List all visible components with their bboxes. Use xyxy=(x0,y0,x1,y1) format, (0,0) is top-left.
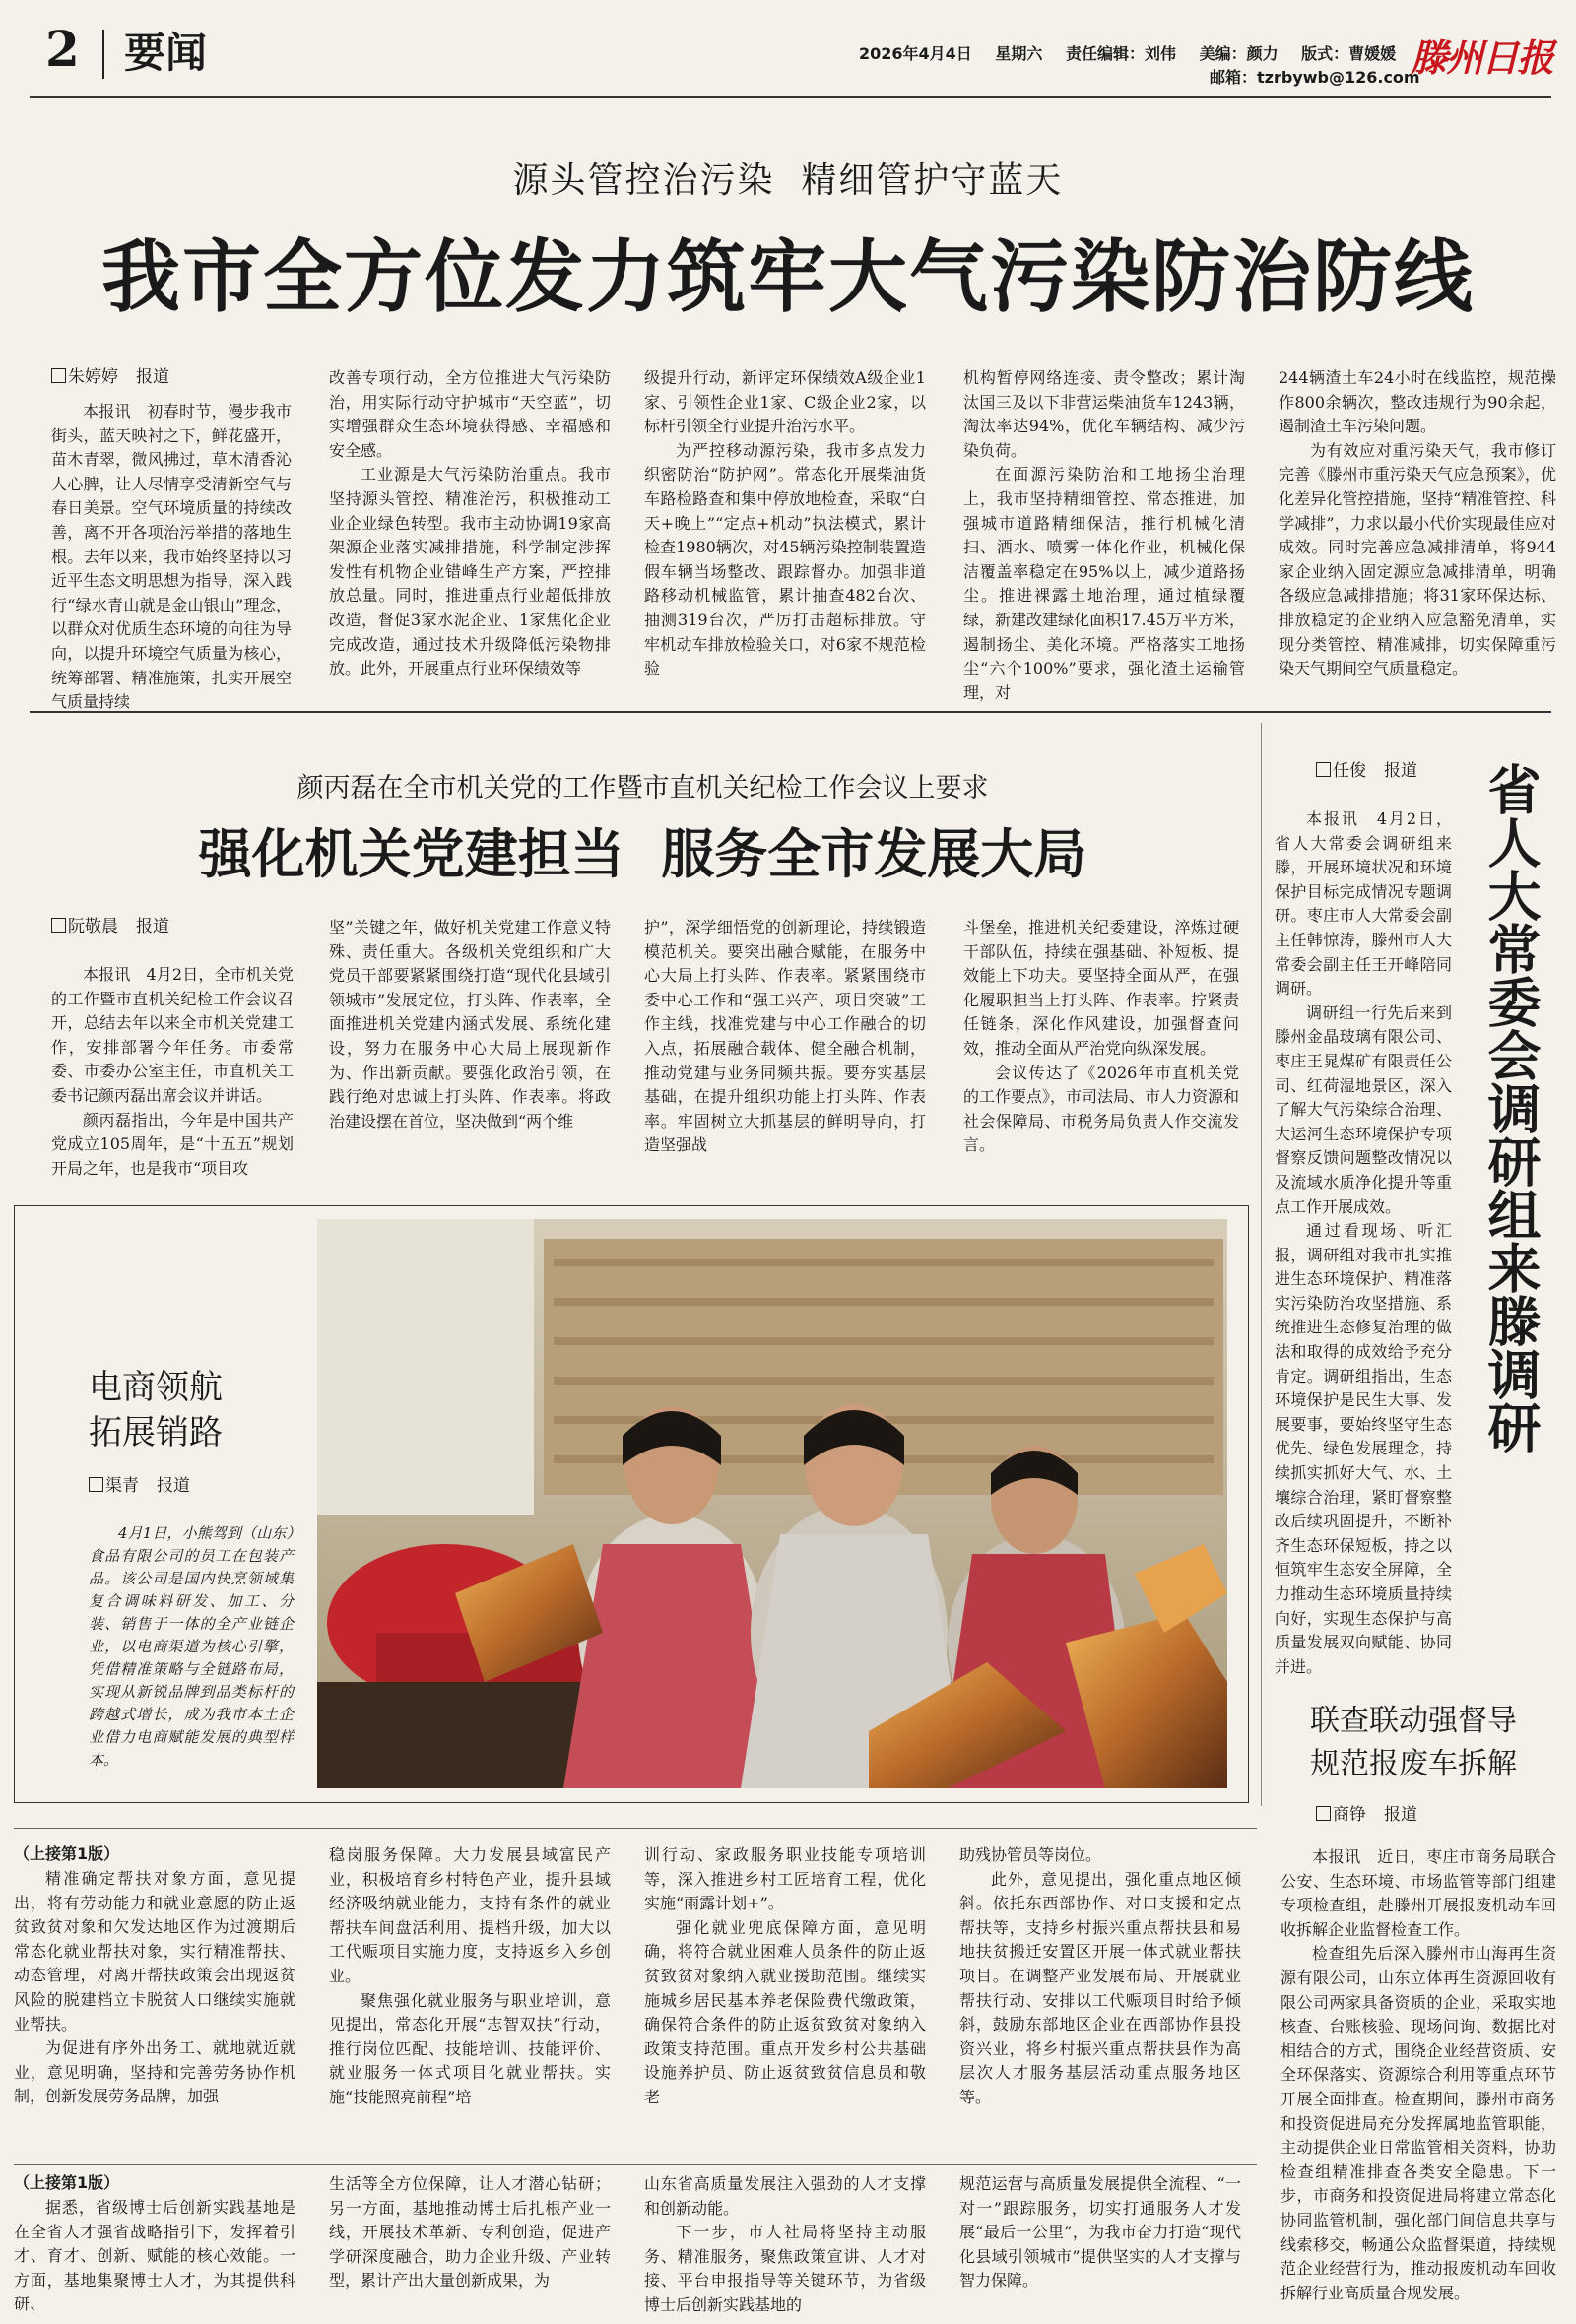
cont1-paragraph: 助残协管员等岗位。 xyxy=(959,1845,1102,1864)
responsible-editor: 责任编辑：刘伟 xyxy=(1065,44,1176,63)
section-title: 要闻 xyxy=(124,29,208,77)
npc-paragraph: 本报讯 4月2日，省人大常委会调研组来滕，开展环境状况和环境保护目标完成情况专题调研。枣庄市人大常委会副主任韩惊涛，滕州市人大常委会副主任王开峰陪同调研。 xyxy=(1275,809,1452,999)
continuation-tag: （上接第1版） xyxy=(14,1844,120,1863)
reporter-name: 任俊 xyxy=(1333,761,1366,781)
scrap-body xyxy=(1280,1845,1556,2316)
continuation-rule xyxy=(14,1828,1257,1829)
party-paragraph: 斗堡垒，推进机关纪委建设，淬炼过硬干部队伍，持续在强基础、补短板、提效能上下功夫。要坚持全面从严，在强化履职担当上打头阵、作表率。拧紧责任链条，深化作风建设，加强督查问效，推动全面从严治党向纵深发展。 xyxy=(963,918,1239,1058)
lead-headline: 我市全方位发力筑牢大气污染防治防线 xyxy=(101,231,1475,323)
reporter-name: 阮敬晨 xyxy=(68,917,118,936)
lead-col-1 xyxy=(51,400,292,712)
scrap-title: 联查联动强督导 规范报废车拆解 xyxy=(1310,1704,1517,1781)
cont1-paragraph: 为促进有序外出务工、就地就近就业，意见明确，坚持和完善劳务协作机制，创新发展劳务品牌，加强 xyxy=(14,2038,296,2106)
cont2-col-2 xyxy=(329,2172,611,2318)
section-rule xyxy=(30,711,1551,713)
npc-left-rule xyxy=(1261,723,1262,1806)
cont1-col-3 xyxy=(644,1843,926,2159)
lead-col-5 xyxy=(1279,366,1556,695)
scrap-byline: 商铮 报道 xyxy=(1316,1804,1417,1826)
cont1-col-1 xyxy=(14,1867,296,2159)
photo-caption: 4月1日，小熊驾到（山东）食品有限公司的员工在包装产品。该公司是国内快烹领域集复合调味料研发、加工、分装、销售于一体的全产业链企业，以电商渠道为核心引擎，凭借精准策略与全链路布局，实现从新锐品牌到品类标杆的跨越式增长，成为我市本土企业借力电商赋能发展的典型样本。 xyxy=(89,1524,294,1769)
npc-paragraph: 调研组一行先后来到滕州金晶玻璃有限公司、枣庄王晁煤矿有限责任公司、红荷湿地景区，深入了解大气污染综合治理、大运河生态环境保护专项督察反馈问题整改情况以及流域水质净化提升等重点工作开展成效。 xyxy=(1275,1002,1452,1216)
continuation-rule xyxy=(14,2164,1257,2165)
party-col-1 xyxy=(51,963,294,1197)
party-paragraph: 护”，深学细悟党的创新理论，持续锻造模范机关。要突出融合赋能，在服务中心大局上打头阵、作表率。紧紧围绕市委中心工作和“强工兴产、项目突破”工作主线，找准党建与中心工作融合的切入点，拓展融合载体、健全融合机制，推动党建与业务同频共振。要夯实基层基础，在提升组织功能上打头阵、作表率。牢固树立大抓基层的鲜明导向，打造坚强战 xyxy=(644,918,926,1155)
scrap-paragraph: 本报讯 近日，枣庄市商务局联合公安、生态环境、市场监管等部门组建专项检查组，赴滕州开展报废机动车回收拆解企业监督检查工作。 xyxy=(1280,1847,1556,1939)
newspaper-logo: 滕州日报 xyxy=(1411,35,1553,80)
page-number: 2 xyxy=(45,20,80,78)
lead-paragraph: 本报讯 初春时节，漫步我市街头，蓝天映衬之下，鲜花盛开，苗木青翠，微风拂过，草木清香沁人心脾，让人尽情享受清新空气与春日美景。空气环境质量的持续改善，离不开各项治污举措的落地生根。去年以来，我市始终坚持以习近平生态文明思想为指导，深入践行“绿水青山就是金山银山”理念，以群众对优质生态环境的向往为导向，以提升环境空气质量为核心，统筹部署、精准施策，扎实开展空气质量持续 xyxy=(51,402,292,712)
lead-col-2 xyxy=(329,366,611,695)
editor-email: 邮箱：tzrbywb@126.com xyxy=(1210,68,1420,87)
lead-paragraph: 为有效应对重污染天气，我市修订完善《滕州市重污染天气应急预案》，优化差异化管控措施，坚持“精准管控、科学减排”，力求以最小代价实现最佳应对成效。同时完善应急减排清单，将944家企业纳入固定源应急减排清单，明确各级应急减排措施；将31家环保达标、排放稳定的企业纳入应急豁免清单，实现分类管控、精准减排，切实保障重污染天气期间空气质量稳定。 xyxy=(1279,440,1556,678)
party-headline: 强化机关党建担当 服务全市发展大局 xyxy=(198,822,1087,885)
cont1-paragraph: 精准确定帮扶对象方面，意见提出，将有劳动能力和就业意愿的防止返贫致贫对象和欠发达地区作为过渡期后常态化就业帮扶对象，实行精准帮扶、动态管理，对离开帮扶政策会出现返贫风险的脱建档立卡脱贫人口继续实施就业帮扶。 xyxy=(14,1869,296,2034)
cont1-paragraph: 训行动、家政服务职业技能专项培训等，深入推进乡村工匠培育工程，优化实施“雨露计划+”。 xyxy=(644,1845,926,1913)
lead-paragraph: 在面源污染防治和工地扬尘治理上，我市坚持精细管控、常态推进，加强城市道路精细保洁，推行机械化清扫、洒水、喷雾一体化作业，机械化保洁覆盖率稳定在95%以上，减少道路扬尘。推进裸露土地治理，通过植绿覆绿，新建改建绿化面积17.45万平方米，遏制扬尘、美化环境。严格落实工地扬尘“六个100%”要求，强化渣土运输管理，对 xyxy=(963,465,1245,702)
byline-box-icon xyxy=(1316,762,1331,777)
party-kicker: 颜丙磊在全市机关党的工作暨市直机关纪检工作会议上要求 xyxy=(296,773,989,804)
cont1-paragraph: 聚焦强化就业服务与职业培训，意见提出，常态化开展“志智双扶”行动，推行岗位匹配、技能培训、技能评价、就业服务一体式项目化就业帮扶。实施“技能照亮前程”培 xyxy=(329,1990,611,2106)
cont1-paragraph: 此外，意见提出，强化重点地区倾斜。依托东西部协作、对口支援和定点帮扶等，支持乡村振兴重点帮扶县和易地扶贫搬迁安置区开展一体式就业帮扶项目。在调整产业发展布局、开展就业帮扶行动、安排以工代赈项目时给予倾斜，鼓励东部地区企业在西部协作县投资兴业，将乡村振兴重点帮扶县作为高层次人才服务基层活动重点服务地区等。 xyxy=(959,1869,1241,2106)
lead-paragraph: 工业源是大气污染防治重点。我市坚持源头管控、精准治污，积极推动工业企业绿色转型。我市主动协调19家高架源企业落实减排措施，科学制定涉挥发性有机物企业错峰生产方案，严控排放总量。同时，推进重点行业超低排放改造，督促3家水泥企业、1家焦化企业完成改造，通过技术升级降低污染物排放。此外，开展重点行业环保绩效等 xyxy=(329,465,611,678)
cont1-paragraph: 强化就业兜底保障方面，意见明确，将符合就业困难人员条件的防止返贫致贫对象纳入就业援助范围。继续实施城乡居民基本养老保险费代缴政策，确保符合条件的防止返贫致贫对象纳入政策支持范围。重点开发乡村公共基础设施养护员、防止返贫致贫信息员和敬老 xyxy=(644,1917,926,2106)
party-col-4 xyxy=(963,916,1239,1197)
art-editor: 美编：颜力 xyxy=(1199,44,1279,63)
lead-col-4 xyxy=(963,366,1245,702)
weekday: 星期六 xyxy=(995,44,1043,63)
cont2-col-1 xyxy=(14,2196,296,2318)
byline-box-icon xyxy=(1316,1806,1331,1821)
lead-paragraph: 改善专项行动，全方位推进大气污染防治，用实际行动守护城市“天空蓝”，切实增强群众生态环境获得感、幸福感和安全感。 xyxy=(329,368,611,460)
lead-byline: 朱婷婷 报道 xyxy=(51,366,169,388)
cont2-paragraph: 下一步，市人社局将坚持主动服务、精准服务，聚焦政策宣讲、人才对接、平台申报指导等关键环节，为省级博士后创新实践基地的 xyxy=(644,2223,926,2314)
cont2-paragraph: 规范运营与高质量发展提供全流程、“一对一”跟踪服务，切实打通服务人才发展“最后一公里”，为我市奋力打造“现代化县域引领城市”提供坚实的人才支撑与智力保障。 xyxy=(959,2174,1241,2291)
npc-headline: 省人大常委会调研组来滕调研 xyxy=(1479,762,1543,1453)
lead-paragraph: 为严控移动源污染，我市多点发力织密防治“防护网”。常态化开展柴油货车路检路查和集中停放地检查，采取“白天+晚上”“定点+机动”执法模式，累计检查1980辆次，对45辆污染控制装置造假车辆当场整改、跟踪督办。加强非道路移动机械监管，累计抽查482台次、抽测319台次，严厉打击超标排放。守牢机动车排放检验关口，对6家不规范检验 xyxy=(644,440,926,678)
reporter-name: 商铮 xyxy=(1333,1805,1366,1825)
factory-photo xyxy=(317,1219,1227,1788)
party-paragraph: 坚”关键之年，做好机关党建工作意义特殊、责任重大。各级机关党组织和广大党员干部要紧紧围绕打造“现代化县域引领城市”发展定位，打头阵、作表率，全面推进机关党建内涵式发展、系统化建设，努力在服务中心大局上展现新作为、作出新贡献。要强化政治引领，在践行绝对忠诚上打头阵、作表率。将政治建设摆在首位，坚决做到“两个维 xyxy=(329,918,611,1130)
lead-paragraph: 机构暂停网络连接、责令整改；累计淘汰国三及以下非营运柴油货车1243辆，淘汰率达94%，优化车辆结构、减少污染负荷。 xyxy=(963,368,1245,460)
party-paragraph: 会议传达了《2026年市直机关党的工作要点》，市司法局、市人力资源和社会保障局、市税务局负责人作交流发言。 xyxy=(963,1063,1240,1155)
reporter-name: 朱婷婷 xyxy=(68,367,118,387)
cont1-col-4 xyxy=(959,1843,1241,2159)
masthead-divider xyxy=(102,30,104,79)
issue-date: 2026年4月4日 xyxy=(859,44,972,63)
cont1-paragraph: 稳岗服务保障。大力发展县域富民产业，积极培育乡村特色产业，提升县域经济吸纳就业能力，支持有条件的就业帮扶车间盘活利用、提档升级，加大以工代赈项目实施力度，支持返乡入乡创业。 xyxy=(329,1845,611,1985)
byline-box-icon xyxy=(89,1477,103,1492)
npc-paragraph: 通过看现场、听汇报，调研组对我市扎实推进生态环境保护、精准落实污染防治攻坚措施、系统推进生态修复治理的做法和取得的成效给予充分肯定。调研组指出，生态环境保护是民生大事、发展要事，要始终坚守生态优先、绿色发展理念，持续抓实抓好大气、水、土壤综合治理，紧盯督察整改后续巩固提升，不断补齐生态环保短板，持之以恒筑牢生态安全屏障，全力推动生态环境质量持续向好，实现生态保护与高质量发展双向赋能、协同并进。 xyxy=(1275,1221,1452,1676)
byline-box-icon xyxy=(51,918,66,933)
cont2-paragraph: 据悉，省级博士后创新实践基地是在全省人才强省战略指引下，发挥着引才、育才、创新、赋能的核心效能。一方面，基地集聚博士人才，为其提供科研、 xyxy=(14,2198,296,2314)
npc-byline: 任俊 报道 xyxy=(1316,760,1417,782)
continuation-tag: （上接第1版） xyxy=(14,2173,120,2192)
reporter-name: 渠青 xyxy=(105,1476,139,1496)
cont1-col-2 xyxy=(329,1843,611,2159)
cont2-paragraph: 山东省高质量发展注入强劲的人才支撑和创新动能。 xyxy=(644,2174,926,2218)
party-paragraph: 颜丙磊指出，今年是中国共产党成立105周年，是“十五五”规划开局之年，也是我市“项目攻 xyxy=(51,1110,294,1178)
layout-editor: 版式：曹媛媛 xyxy=(1301,44,1397,63)
npc-col-b xyxy=(1275,1318,1552,1674)
masthead xyxy=(0,0,1576,98)
masthead-meta xyxy=(859,43,1396,65)
masthead-rule xyxy=(30,96,1551,98)
lead-paragraph: 244辆渣土车24小时在线监控，规范操作800余辆次，整改违规行为90余起，遏制渣土车污染问题。 xyxy=(1279,368,1556,436)
byline-box-icon xyxy=(51,368,66,383)
party-paragraph: 本报讯 4月2日，全市机关党的工作暨市直机关纪检工作会议召开，总结去年以来全市机关党建工作，安排部署今年任务。市委常委、市委办公室主任，市直机关工委书记颜丙磊出席会议并讲话。 xyxy=(51,965,294,1105)
lead-kicker: 源头管控治污染 精细管护守蓝天 xyxy=(512,161,1064,201)
cont2-col-4 xyxy=(959,2172,1241,2318)
factory-photo-image xyxy=(317,1219,1227,1788)
party-byline: 阮敬晨 报道 xyxy=(51,916,169,937)
photo-title: 电商领航 拓展销路 xyxy=(89,1368,223,1452)
lead-col-3 xyxy=(644,366,926,695)
scrap-paragraph: 检查组先后深入滕州市山海再生资源有限公司，山东立体再生资源回收有限公司两家具备资质的企业，采取实地核查、台账核验、现场问询、数据比对相结合的方式，围绕企业经营资质、安全环保落实、资源综合利用等重点环节开展全面排查。检查期间，滕州市商务和投资促进局充分发挥属地监管职能，主动提供企业日常监管相关资料，协助检查组精准排查各类安全隐患。下一步，市商务和投资促进局将建立常态化协同监管机制，强化部门间信息共享与线索移交，畅通公众监督渠道，持续规范企业经营行为，推动报废机动车回收拆解行业高质量合规发展。 xyxy=(1280,1944,1556,2302)
lead-paragraph: 级提升行动，新评定环保绩效A级企业1家、引领性企业1家、C级企业2家，以标杆引领全行业提升治污水平。 xyxy=(644,368,926,436)
cont2-paragraph: 生活等全方位保障，让人才潜心钻研；另一方面，基地推动博士后扎根产业一线，开展技术革新、专利创造，促进产学研深度融合，助力企业升级、产业转型，累计产出大量创新成果，为 xyxy=(329,2174,611,2291)
photo-byline: 渠青 报道 xyxy=(89,1475,190,1497)
cont2-col-3 xyxy=(644,2172,926,2318)
npc-col-a xyxy=(1275,807,1452,1676)
party-col-3 xyxy=(644,916,926,1197)
party-col-2 xyxy=(329,916,611,1197)
